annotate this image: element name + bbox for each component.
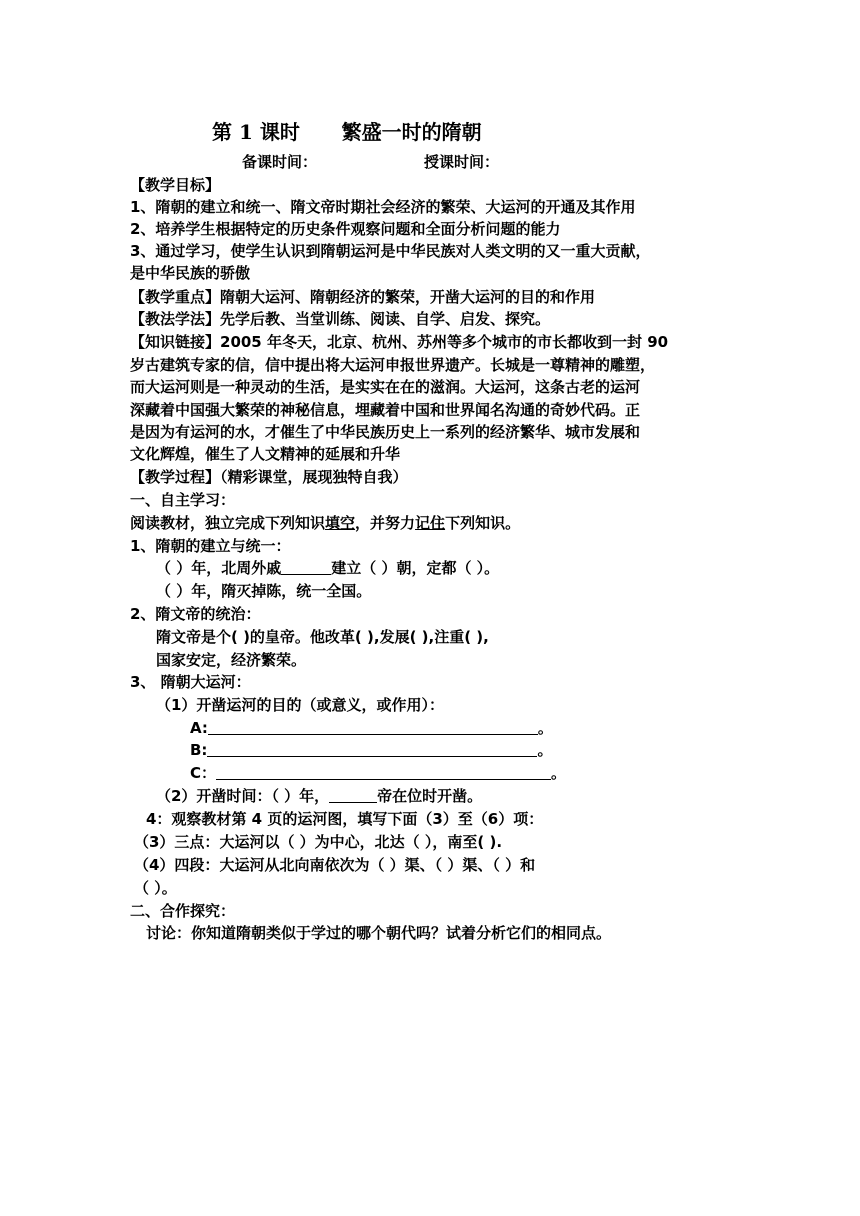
- key-points: 【教学重点】隋朝大运河、隋朝经济的繁荣，开凿大运河的目的和作用: [130, 288, 596, 306]
- knowledge-link-line: 而大运河则是一种灵动的生活，是实实在在的滋润。大运河，这条古老的运河: [130, 378, 641, 396]
- objective-item: 是中华民族的骄傲: [130, 264, 251, 282]
- answer-end: 。: [537, 741, 553, 759]
- knowledge-link-line: 深藏着中国强大繁荣的神秘信息，埋藏着中国和世界闻名沟通的奇妙代码。正: [130, 401, 641, 419]
- self-study-intro: [130, 512, 520, 534]
- section-1-line-2: （ ）年，隋灭掉陈，统一全国。: [156, 582, 372, 600]
- methods: 【教法学法】先学后教、当堂训练、阅读、自学、启发、探究。: [130, 310, 551, 328]
- section-4-instruction: 4：观察教材第 4 页的运河图，填写下面（3）至（6）项：: [146, 810, 544, 828]
- page-title: 第 1 课时 繁盛一时的隋朝: [212, 120, 482, 144]
- knowledge-link-line: 是因为有运河的水，才催生了中华民族历史上一系列的经济繁华、城市发展和: [130, 423, 641, 441]
- section-2-line-1: 隋文帝是个( )的皇帝。他改革( ),发展( ),注重( ),: [156, 628, 489, 646]
- answer-line-b: [190, 739, 552, 761]
- section-1-heading: 1、隋朝的建立与统一：: [130, 537, 291, 555]
- section-3-question-2: [156, 785, 482, 807]
- s1-text: 建立（ ）朝，定都（ ）。: [331, 559, 500, 577]
- answer-line-a: [190, 717, 553, 739]
- section-3-heading: 3、 隋朝大运河：: [130, 673, 251, 691]
- section-2-heading: 2、隋文帝的统治：: [130, 605, 261, 623]
- intro-underlined-fill: 填空: [325, 514, 356, 532]
- section-2-line-2: 国家安定，经济繁荣。: [156, 651, 307, 669]
- knowledge-link-line: 文化辉煌，催生了人文精神的延展和升华: [130, 445, 401, 463]
- section-4-question-4: （4）四段：大运河从北向南依次为（ ）渠、（ ）渠、（ ）和: [134, 856, 536, 874]
- q2-text: 帝在位时开凿。: [377, 787, 483, 805]
- section-4-question-4-cont: （ ）。: [134, 879, 177, 897]
- answer-label: B:: [190, 741, 208, 759]
- section-1-line-1: [156, 557, 499, 579]
- fill-blank[interactable]: [329, 786, 377, 803]
- intro-underlined-remember: 记住: [415, 514, 446, 532]
- intro-text: ，并努力: [355, 514, 416, 532]
- objective-item: 3、通过学习，使学生认识到隋朝运河是中华民族对人类文明的又一重大贡献，: [130, 242, 651, 260]
- objective-item: 1、隋朝的建立和统一、隋文帝时期社会经济的繁荣、大运河的开通及其作用: [130, 198, 636, 216]
- fill-blank[interactable]: [281, 558, 331, 575]
- knowledge-link-line: 岁古建筑专家的信，信中提出将大运河申报世界遗产。长城是一尊精神的雕塑，: [130, 356, 656, 374]
- answer-end: 。: [537, 719, 553, 737]
- objective-item: 2、培养学生根据特定的历史条件观察问题和全面分析问题的能力: [130, 220, 561, 238]
- q2-text: （2）开凿时间：（ ）年，: [156, 787, 330, 805]
- fill-blank[interactable]: [208, 718, 538, 735]
- intro-text: 下列知识。: [445, 514, 521, 532]
- process-heading: 【教学过程】（精彩课堂，展现独特自我）: [130, 468, 408, 486]
- answer-end: 。: [551, 764, 567, 782]
- s1-text: （ ）年，北周外戚: [156, 559, 282, 577]
- section-3-question-1: （1）开凿运河的目的（或意义，或作用）：: [156, 696, 444, 714]
- fill-blank[interactable]: [216, 763, 551, 780]
- fill-blank[interactable]: [207, 740, 537, 757]
- teach-time-label: 授课时间：: [424, 153, 500, 171]
- cooperation-heading: 二、合作探究：: [130, 902, 236, 920]
- objectives-heading: 【教学目标】: [130, 176, 221, 194]
- cooperation-discussion: 讨论：你知道隋朝类似于学过的哪个朝代吗？试着分析它们的相同点。: [146, 924, 612, 942]
- knowledge-link-line: 【知识链接】2005 年冬天，北京、杭州、苏州等多个城市的市长都收到一封 90: [130, 333, 669, 351]
- answer-label: C：: [190, 764, 217, 782]
- section-4-question-3: （3）三点：大运河以（ ）为中心，北达（ ），南至( ).: [134, 833, 503, 851]
- intro-text: 阅读教材，独立完成下列知识: [130, 514, 326, 532]
- answer-line-c: [190, 762, 566, 784]
- self-study-heading: 一、自主学习：: [130, 491, 236, 509]
- answer-label: A:: [190, 719, 208, 737]
- prep-time-label: 备课时间：: [242, 153, 318, 171]
